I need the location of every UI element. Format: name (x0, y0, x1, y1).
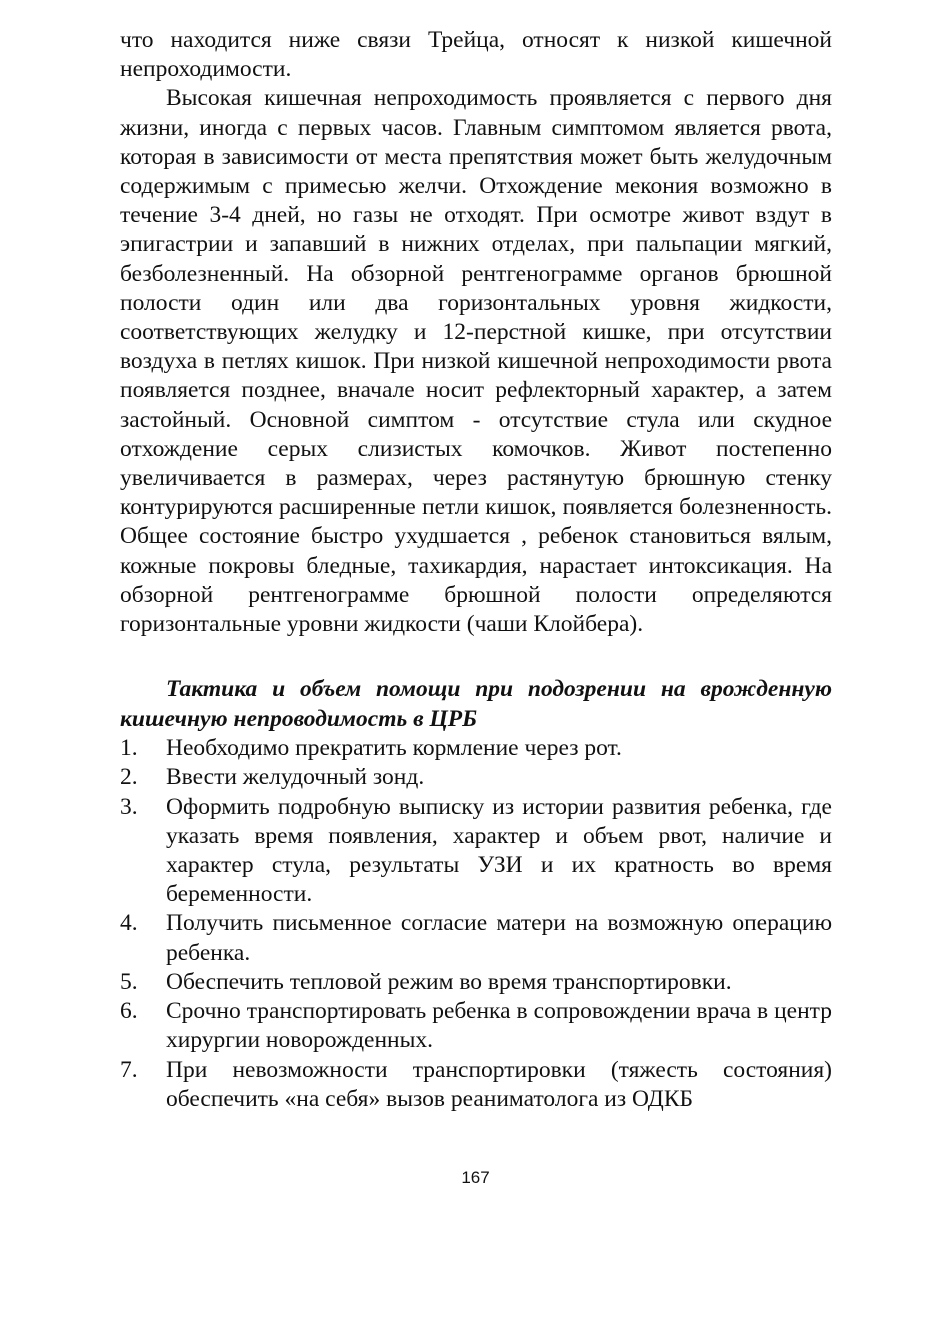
list-item-number: 2. (120, 764, 138, 791)
list-item-text: Срочно транспортировать ребенка в сопровождении врача в центр хирургии новорожденных. (166, 998, 832, 1054)
list-item (120, 763, 832, 792)
list-item-text: Ввести желудочный зонд. (166, 764, 425, 791)
list-item-text: Необходимо прекратить кормление через рот. (166, 735, 622, 762)
page-number: 167 (461, 1168, 490, 1187)
page-content (120, 26, 832, 1114)
list-item-number: 3. (120, 793, 138, 820)
list-item-text: Получить письменное согласие матери на возможную операцию ребенка. (166, 910, 832, 966)
section-heading: Тактика и объем помощи при подозрении на врожденную кишечную непроводимость в ЦРБ (120, 676, 832, 732)
list-item-number: 4. (120, 910, 138, 937)
list-item (120, 1056, 832, 1114)
list-item-text: Обеспечить тепловой режим во время транспортировки. (166, 968, 732, 995)
list-item-number: 6. (120, 998, 138, 1025)
list-item (120, 968, 832, 997)
list-item-text: При невозможности транспортировки (тяжесть состояния) обеспечить «на себя» вызов реаниматолога из ОДКБ (166, 1056, 832, 1112)
list-item (120, 793, 832, 910)
paragraph-intestinal-obstruction: Высокая кишечная непроходимость проявляется с первого дня жизни, иногда с первых часов. Главным симптомом является рвота, которая в зависимости от места препятствия может быть желудочным содержимым с примесью желчи. Отхождение мекония возможно в течение 3-4 дней, но газы не отходят. При осмотре живот вздут в эпигастрии и запавший в нижних отделах, при пальпации мягкий, безболезненный. На обзорной рентгенограмме органов брюшной полости один или два горизонтальных уровня жидкости, соответствующих желудку и 12-перстной кишке, при отсутствии воздуха в петлях кишок. При низкой кишечной непроходимости рвота появляется позднее, вначале носит рефлекторный характер, а затем застойный. Основной симптом - отсутствие стула или скудное отхождение серых слизистых комочков. Живот постепенно увеличивается в размерах, через растянутую брюшную стенку контурируются расширенные петли кишок, появляется болезненность. Общее состояние быстро ухудшается , ребенок становиться вялым, кожные покровы бледные, тахикардия, нарастает интоксикация. На обзорной рентгенограмме брюшной полости определяются горизонтальные уровни жидкости (чаши Клойбера). (120, 85, 832, 638)
paragraph-continuation: что находится ниже связи Трейца, относят к низкой кишечной непроходимости. (120, 27, 832, 83)
list-item (120, 734, 832, 763)
list-item-number: 5. (120, 968, 138, 995)
list-item (120, 997, 832, 1055)
list-item-text: Оформить подробную выписку из истории развития ребенка, где указать время появления, характер и объем рвот, наличие и характер стула, результаты УЗИ и их кратность во время беременности. (166, 793, 832, 908)
list-item-number: 7. (120, 1056, 138, 1083)
list-item-number: 1. (120, 735, 138, 762)
tactics-list (120, 734, 832, 1114)
list-item (120, 909, 832, 967)
